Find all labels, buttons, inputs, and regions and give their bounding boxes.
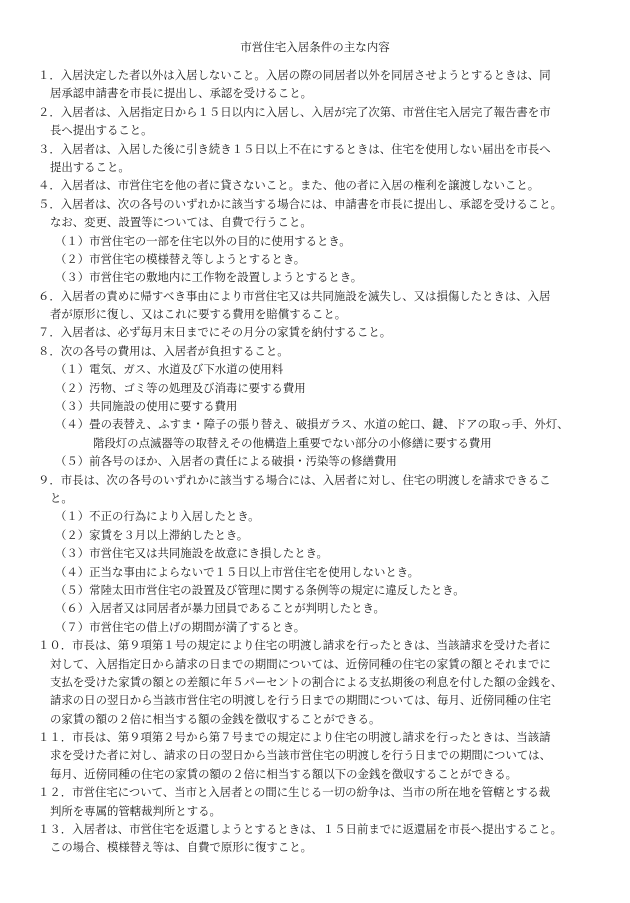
text-line: １３．入居者は、市営住宅を返還しようとするときは、１５日前までに返還届を市長へ提出すること。 — [38, 822, 562, 837]
text-line: （４）正当な事由によらないで１５日以上市営住宅を使用しないとき。 — [55, 564, 420, 579]
text-line: 請求の日の翌日から当該市営住宅の明渡しを行う日までの期間については、毎月、近傍同種の住宅 — [50, 693, 551, 708]
text-line: （１）電気、ガス、水道及び下水道の使用料 — [55, 362, 284, 377]
text-line: １．入居決定した者以外は入居しないこと。入居の際の同居者以外を同居させようとするときは、同 — [38, 68, 551, 82]
text-line: 求を受けた者に対し、請求の日の翌日から当該市営住宅の明渡しを行う日までの期間については、 — [50, 748, 551, 763]
document-body — [38, 66, 596, 857]
text-line: （３）共同施設の使用に要する費用 — [55, 399, 238, 414]
document-title: 市営住宅入居条件の主な内容 — [240, 40, 390, 54]
text-line: （２）汚物、ゴミ等の処理及び消毒に要する費用 — [55, 380, 306, 395]
text-line: （２）家賃を３月以上滞納したとき。 — [55, 527, 249, 542]
text-line: 提出すること。 — [50, 159, 130, 174]
text-line: １０．市長は、第９項第１号の規定により住宅の明渡し請求を行ったときは、当該請求を受けた者に — [38, 638, 551, 653]
text-line: （３）市営住宅の敷地内に工作物を設置しようとするとき。 — [55, 270, 363, 285]
text-line: （６）入居者又は同居者が暴力団員であることが判明したとき。 — [55, 601, 385, 616]
text-line: ６．入居者の責めに帰すべき事由により市営住宅又は共同施設を滅失し、又は損傷したときは、入居 — [38, 288, 551, 303]
text-line: （７）市営住宅の借上げの期間が満了するとき。 — [55, 619, 306, 634]
text-line: ８．次の各号の費用は、入居者が負担すること。 — [38, 343, 289, 358]
text-line: １１．市長は、第９項第２号から第７号までの規定により住宅の明渡し請求を行ったときは、当該請 — [38, 730, 551, 745]
text-line: ９．市長は、次の各号のいずれかに該当する場合には、入居者に対し、住宅の明渡しを請求できるこ — [38, 472, 551, 487]
text-line: （１）市営住宅の一部を住宅以外の目的に使用するとき。 — [55, 233, 351, 248]
text-line: ４．入居者は、市営住宅を他の者に貸さないこと。また、他の者に入居の権利を譲渡しないこと。 — [38, 178, 540, 193]
text-line: 判所を専属的管轄裁判所とする。 — [50, 803, 221, 818]
text-line: ２．入居者は、入居指定日から１５日以内に入居し、入居が完了次第、市営住宅入居完了報告書を市 — [38, 104, 551, 119]
text-line: ５．入居者は、次の各号のいずれかに該当する場合には、申請書を市長に提出し、承認を受けること。 — [38, 196, 562, 211]
text-line: 者が原形に復し、又はこれに要する費用を賠償すること。 — [50, 307, 347, 322]
text-line: と。 — [50, 490, 73, 505]
text-line: （２）市営住宅の模様替え等しようとするとき。 — [55, 251, 306, 266]
text-line: この場合、模様替え等は、自費で原形に復すこと。 — [50, 840, 312, 855]
text-line: （５）常陸太田市営住宅の設置及び管理に関する条例等の規定に違反したとき。 — [55, 582, 465, 597]
text-line: なお、変更、設置等については、自費で行うこと。 — [50, 215, 312, 230]
text-line: １２．市営住宅について、当市と入居者との間に生じる一切の紛争は、当市の所在地を管轄とする裁 — [38, 785, 551, 800]
text-line: （１）不正の行為により入居したとき。 — [55, 509, 260, 524]
text-line: の家賃の額の２倍に相当する額の金銭を徴収することができる。 — [50, 711, 381, 726]
text-line: （３）市営住宅又は共同施設を故意にき損したとき。 — [55, 546, 328, 561]
text-line: （５）前各号のほか、入居者の責任による破損・汚染等の修繕費用 — [55, 454, 397, 469]
text-line: （４）畳の表替え、ふすま・障子の張り替え、破損ガラス、水道の蛇口、鍵、ドアの取っ手、外灯、 — [55, 417, 569, 432]
text-line: ３．入居者は、入居した後に引き続き１５日以上不在にするときは、住宅を使用しない届出を市長へ — [38, 141, 551, 156]
text-line: 支払を受けた家賃の額との差額に年５パーセントの割合による支払期後の利息を付した額の金銭を、 — [50, 674, 563, 689]
text-line: ７．入居者は、必ず毎月末日までにその月分の家賃を納付すること。 — [38, 325, 392, 340]
text-line: 居承認申請書を市長に提出し、承認を受けること。 — [50, 86, 312, 101]
text-line: 対して、入居指定日から請求の日までの期間については、近傍同種の住宅の家賃の額とそれまでに — [50, 656, 551, 671]
text-line: 階段灯の点滅器等の取替えその他構造上重要でない部分の小修繕に要する費用 — [93, 435, 492, 450]
text-line: 毎月、近傍同種の住宅の家賃の額の２倍に相当する額以下の金銭を徴収することができる。 — [50, 766, 518, 781]
text-line: 長へ提出すること。 — [50, 123, 153, 138]
